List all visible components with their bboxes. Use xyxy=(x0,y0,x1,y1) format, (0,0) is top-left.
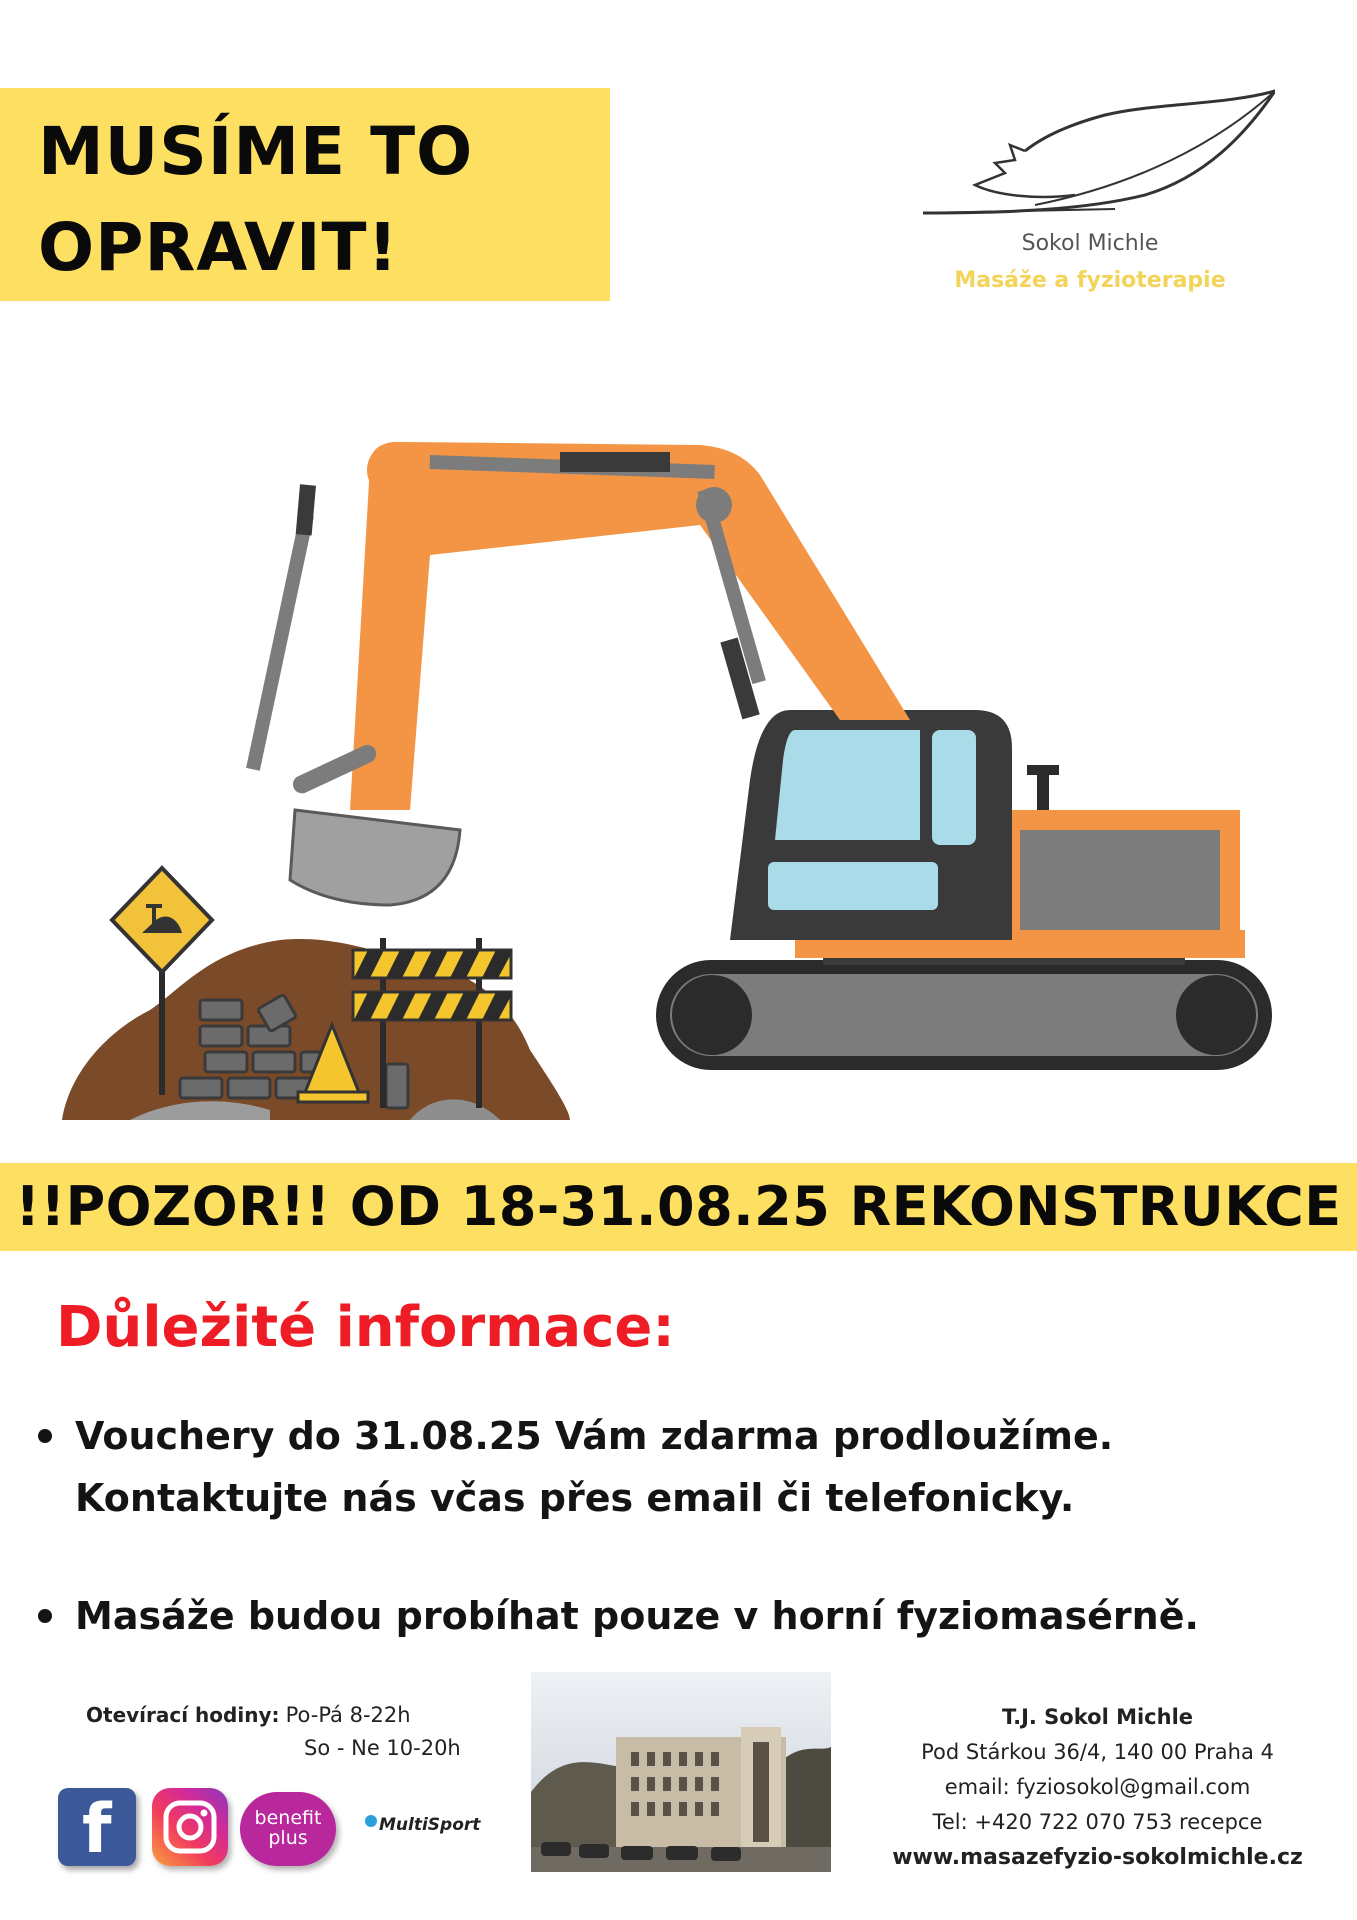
list-item-line: Kontaktujte nás včas přes email či telefonicky. xyxy=(75,1476,1075,1520)
multisport-label: MultiSport xyxy=(379,1815,481,1835)
logo-name: Sokol Michle xyxy=(1021,231,1159,256)
logo-subtitle: Masáže a fyzioterapie xyxy=(954,268,1226,293)
warning-banner: !!POZOR!! OD 18-31.08.25 REKONSTRUKCE xyxy=(0,1163,1357,1251)
weekend-hours: So - Ne 10-20h xyxy=(304,1736,461,1760)
benefit-line-2: plus xyxy=(268,1827,308,1849)
title-line-2: OPRAVIT! xyxy=(38,209,399,286)
feather-icon xyxy=(915,85,1275,225)
title-box xyxy=(0,88,610,301)
list-item xyxy=(30,1405,1330,1529)
list-item-line: Masáže budou probíhat pouze v horní fyziomasérně. xyxy=(75,1594,1199,1638)
sokol-logo xyxy=(915,85,1275,305)
multisport-logo[interactable] xyxy=(365,1815,480,1835)
instagram-glyph xyxy=(152,1788,228,1866)
info-heading: Důležité informace: xyxy=(56,1295,675,1360)
instagram-icon[interactable] xyxy=(152,1788,228,1866)
opening-hours-label: Otevírací hodiny: xyxy=(86,1703,280,1727)
benefit-plus-icon[interactable] xyxy=(240,1792,336,1866)
excavator-construction-illustration xyxy=(50,430,1320,1130)
contact-phone[interactable]: Tel: +420 722 070 753 recepce xyxy=(932,1810,1263,1834)
title-line-1: MUSÍME TO xyxy=(38,113,474,190)
bullet-icon xyxy=(38,1609,52,1623)
bullet-icon xyxy=(38,1429,52,1443)
contact-email[interactable]: email: fyziosokol@gmail.com xyxy=(944,1775,1251,1799)
building-photo xyxy=(531,1672,831,1872)
multisport-dot-icon xyxy=(365,1815,377,1827)
contact-address: Pod Stárkou 36/4, 140 00 Praha 4 xyxy=(921,1740,1274,1764)
contact-website-link[interactable]: www.masazefyzio-sokolmichle.cz xyxy=(892,1845,1303,1870)
contact-name: T.J. Sokol Michle xyxy=(1001,1705,1194,1729)
benefit-line-1: benefit xyxy=(254,1807,322,1829)
weekday-hours: Po-Pá 8-22h xyxy=(285,1703,411,1727)
list-item-line: Vouchery do 31.08.25 Vám zdarma prodloužíme. xyxy=(75,1414,1114,1458)
facebook-icon[interactable] xyxy=(58,1788,136,1869)
facebook-glyph: f xyxy=(82,1790,112,1869)
contact-block xyxy=(880,1700,1315,1875)
list-item xyxy=(30,1585,1330,1647)
